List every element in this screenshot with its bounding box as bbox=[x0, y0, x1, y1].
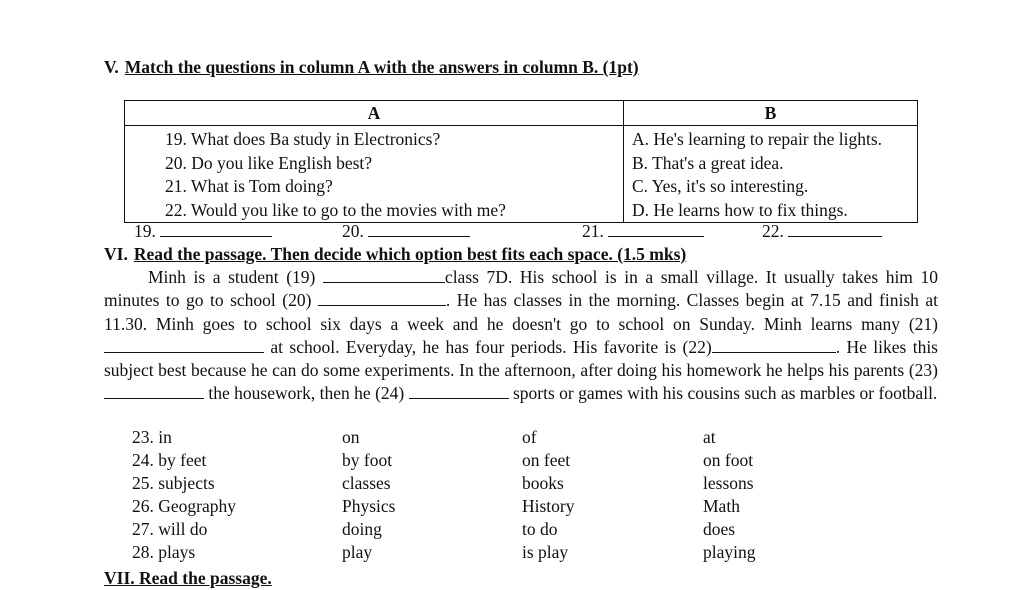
blank-24[interactable] bbox=[409, 384, 509, 399]
question-22: 22. Would you like to go to the movies with me? bbox=[165, 199, 506, 220]
section-5-title: Match the questions in column A with the answers in column B. (1pt) bbox=[124, 57, 639, 77]
answer-b: B. That's a great idea. bbox=[632, 152, 784, 173]
question-21: 21. What is Tom doing? bbox=[165, 176, 333, 196]
answer-blank[interactable] bbox=[368, 222, 470, 237]
option-row-28 bbox=[132, 541, 932, 564]
option-row-26 bbox=[132, 495, 932, 518]
option-item[interactable]: on feet bbox=[522, 450, 571, 470]
option-row-25 bbox=[132, 472, 932, 495]
option-item[interactable]: play bbox=[342, 542, 373, 562]
option-item[interactable]: to do bbox=[522, 519, 558, 539]
column-b-header: B bbox=[624, 101, 918, 126]
column-a-header: A bbox=[125, 101, 624, 126]
option-item[interactable]: is play bbox=[522, 542, 569, 562]
options-list bbox=[132, 426, 932, 564]
option-item[interactable]: doing bbox=[342, 519, 382, 539]
passage-paragraph bbox=[104, 266, 938, 406]
question-20: 20. Do you like English best? bbox=[165, 152, 373, 173]
option-row-24 bbox=[132, 449, 932, 472]
blank-19[interactable] bbox=[323, 268, 445, 283]
passage-text: sports or games with his cousins such as marbles or football. bbox=[508, 383, 938, 404]
answer-blank[interactable] bbox=[608, 222, 704, 237]
option-item[interactable]: by foot bbox=[342, 450, 393, 470]
question-19: 19. What does Ba study in Electronics? bbox=[165, 129, 441, 149]
answer-line bbox=[0, 220, 1024, 244]
column-a bbox=[125, 126, 624, 223]
answer-blank[interactable] bbox=[160, 222, 272, 237]
answer-slot-21 bbox=[582, 220, 704, 243]
passage-text: class 7D. His school is in a small village. It usually takes him 10 minutes to go to school (20) bbox=[104, 267, 938, 311]
section-6-number: VI. bbox=[104, 244, 128, 264]
option-item: 23. in bbox=[132, 427, 172, 447]
answer-d: D. He learns how to fix things. bbox=[632, 199, 848, 220]
option-item[interactable]: books bbox=[522, 473, 564, 493]
blank-21[interactable] bbox=[104, 338, 264, 353]
option-item[interactable]: on bbox=[342, 427, 360, 447]
column-b bbox=[624, 126, 918, 223]
option-item: 27. will do bbox=[132, 519, 208, 539]
option-row-27 bbox=[132, 518, 932, 541]
section-5-heading bbox=[104, 56, 639, 79]
answer-label: 19. bbox=[134, 221, 156, 241]
option-item: 24. by feet bbox=[132, 450, 207, 470]
option-item: 25. subjects bbox=[132, 473, 215, 493]
option-item[interactable]: Physics bbox=[342, 496, 396, 516]
matching-table bbox=[124, 100, 918, 223]
option-item[interactable]: does bbox=[703, 519, 736, 539]
section-6-title: Read the passage. Then decide which option best fits each space. (1.5 mks) bbox=[133, 244, 687, 264]
option-item: 26. Geography bbox=[132, 496, 237, 516]
option-item[interactable]: on foot bbox=[703, 450, 754, 470]
passage-text: . He has classes in the morning. Classes begin at 7.15 and finish at 11.30. Minh goes to school six days a week and he doesn't go to school on Sunday. Minh learns many (21) bbox=[104, 290, 938, 334]
answer-a: A. He's learning to repair the lights. bbox=[632, 129, 883, 149]
answer-label: 20. bbox=[342, 221, 364, 241]
reading-passage bbox=[104, 266, 938, 406]
blank-23[interactable] bbox=[104, 384, 204, 399]
option-item[interactable]: Math bbox=[703, 496, 740, 516]
option-item[interactable]: History bbox=[522, 496, 575, 516]
option-item: 28. plays bbox=[132, 542, 196, 562]
section-5-number: V. bbox=[104, 57, 119, 77]
answer-slot-22 bbox=[762, 220, 882, 243]
option-item[interactable]: classes bbox=[342, 473, 391, 493]
option-item[interactable]: at bbox=[703, 427, 716, 447]
answer-slot-19 bbox=[134, 220, 272, 243]
answer-blank[interactable] bbox=[788, 222, 882, 237]
answer-label: 21. bbox=[582, 221, 604, 241]
passage-text: the housework, then he (24) bbox=[204, 383, 409, 404]
passage-text: . He likes this subject best because he can do some experiments. In the afternoon, after doing his homework he helps his parents (23) bbox=[104, 336, 938, 381]
option-item[interactable]: of bbox=[522, 427, 537, 447]
answer-label: 22. bbox=[762, 221, 784, 241]
section-6-heading bbox=[104, 243, 686, 266]
answer-c: C. Yes, it's so interesting. bbox=[632, 176, 809, 196]
section-7-heading: VII. Read the passage. bbox=[104, 568, 272, 588]
passage-text: at school. Everyday, he has four periods. His favorite is (22) bbox=[264, 336, 712, 357]
blank-20[interactable] bbox=[318, 291, 446, 306]
option-row-23 bbox=[132, 426, 932, 449]
option-item[interactable]: lessons bbox=[703, 473, 754, 493]
option-item[interactable]: playing bbox=[703, 542, 756, 562]
answer-slot-20 bbox=[342, 220, 470, 243]
blank-22[interactable] bbox=[712, 338, 836, 353]
passage-text: Minh is a student (19) bbox=[148, 267, 323, 287]
